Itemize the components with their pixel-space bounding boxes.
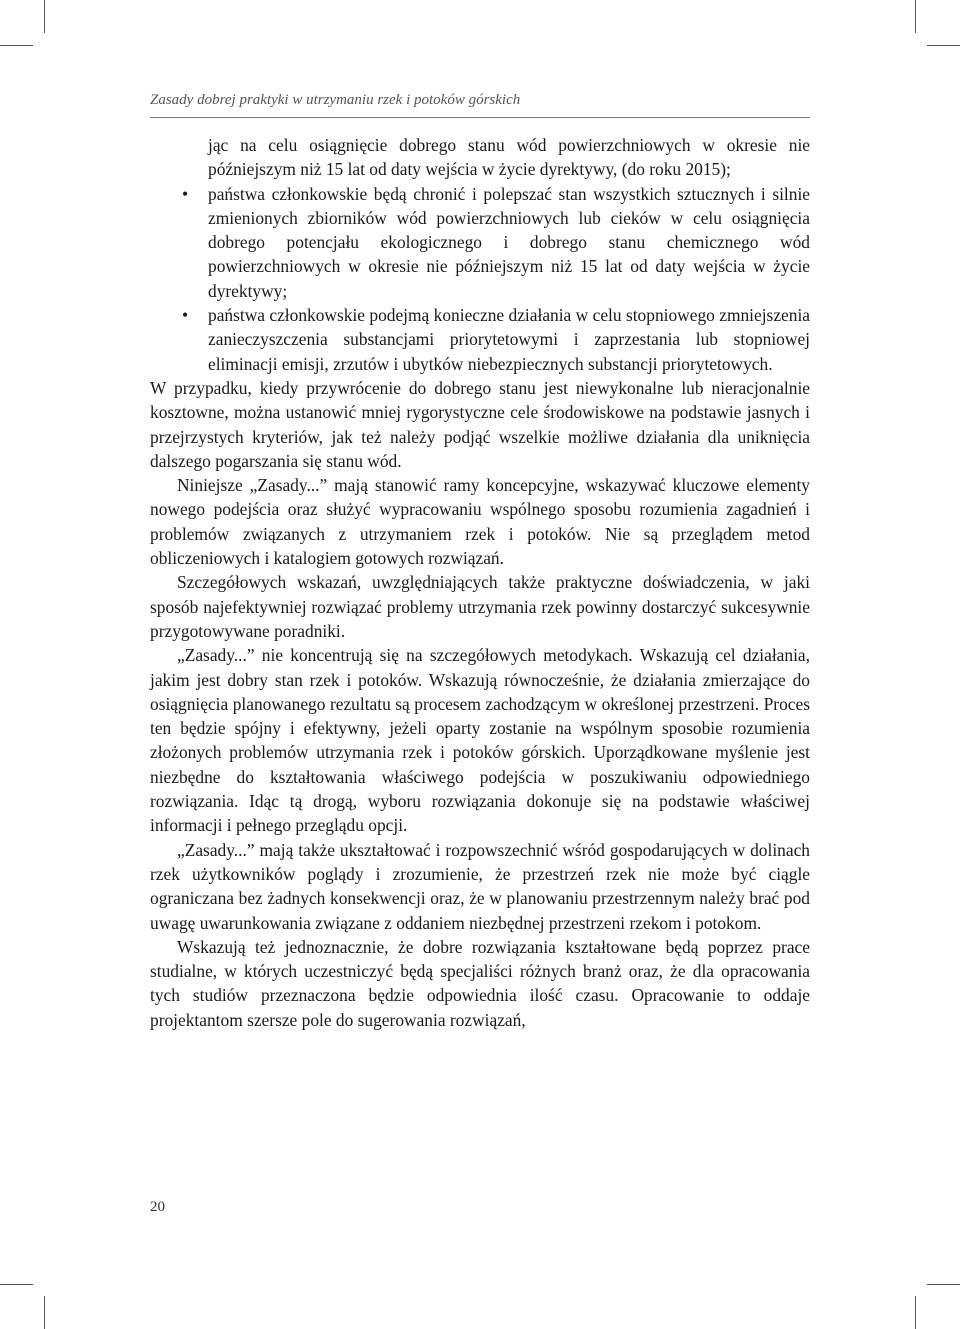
bullet-list: [150, 133, 810, 376]
body-paragraph: „Zasady...” nie koncentrują się na szczegółowych metodykach. Wskazują cel działania, jakim jest dobry stan rzek i potoków. Wskazują równocześnie, że działania zmierzające do osiągnięcia planowanego rezultatu są procesem zachodzącym w określonej przestrzeni. Proces ten będzie spójny i efektywny, jeżeli oparty zostanie na wspólnym sposobie rozumienia złożonych problemów utrzymania rzek i potoków górskich. Uporządkowane myślenie jest niezbędne do kształtowania właściwego podejścia w poszukiwaniu odpowiedniego rozwiązania. Idąc tą drogą, wyboru rozwiązania dokonuje się na podstawie właściwej informacji i pełnego przeglądu opcji.: [150, 645, 810, 836]
crop-mark: [915, 1296, 916, 1329]
list-item-text: państwa członkowskie będą chronić i polepszać stan wszystkich sztucznych i silnie zmienionych zbiorników wód powierzchniowych lub cieków w celu osiągnięcia dobrego potencjału ekologicznego i dobrego stanu chemicznego wód powierzchniowych w okresie nie późniejszym niż 15 lat od daty wejścia w życie dyrektywy;: [208, 183, 810, 301]
list-item: [150, 182, 810, 303]
crop-mark: [0, 45, 33, 46]
crop-mark: [0, 1284, 33, 1285]
header-rule: [150, 117, 810, 118]
page-number: 20: [150, 1199, 165, 1215]
crop-mark: [44, 0, 45, 33]
crop-mark: [915, 0, 916, 33]
crop-mark: [927, 45, 960, 46]
bullet-icon: •: [182, 183, 189, 204]
crop-mark: [927, 1284, 960, 1285]
list-item-text: jąc na celu osiągnięcie dobrego stanu wód powierzchniowych w okresie nie późniejszym niż 15 lat od daty wejścia w życie dyrektywy, (do roku 2015);: [208, 135, 810, 180]
crop-mark: [44, 1296, 45, 1329]
body-paragraph: Niniejsze „Zasady...” mają stanowić ramy koncepcyjne, wskazywać kluczowe elementy nowego podejścia oraz służyć wypracowaniu wspólnego sposobu rozumienia zagadnień i problemów związanych z utrzymaniem rzek i potoków. Nie są przeglądem metod obliczeniowych i katalogiem gotowych rozwiązań.: [150, 475, 810, 569]
body-paragraph: Wskazują też jednoznacznie, że dobre rozwiązania kształtowane będą poprzez prace studialne, w których uczestniczyć będą specjaliści różnych branż oraz, że dla opracowania tych studiów przeznaczona będzie odpowiednia ilość czasu. Opracowanie to oddaje projektantom szersze pole do sugerowania rozwiązań,: [150, 936, 810, 1030]
page-body: [150, 133, 810, 1032]
body-paragraph: Szczegółowych wskazań, uwzględniających także praktyczne doświadczenia, w jaki sposób najefektywniej rozwiązać problemy utrzymania rzek powinny dostarczyć sukcesywnie przygotowywane poradniki.: [150, 572, 810, 641]
list-item-continuation: [150, 133, 810, 182]
body-paragraph: W przypadku, kiedy przywrócenie do dobrego stanu jest niewykonalne lub nieracjonalnie kosztowne, można ustanowić mniej rygorystyczne cele środowiskowe na podstawie jasnych i przejrzystych kryteriów, jak też należy podjąć wszelkie możliwe działania dla uniknięcia dalszego pogarszania się stanu wód.: [150, 377, 810, 471]
bullet-icon: •: [182, 305, 189, 326]
body-paragraph: „Zasady...” mają także ukształtować i rozpowszechnić wśród gospodarujących w dolinach rzek użytkowników poglądy i zrozumienie, że przestrzeń rzek nie może być ciągle ograniczana bez żadnych konsekwencji oraz, że w planowaniu przestrzennym należy brać pod uwagę uwarunkowania związane z oddaniem niezbędnej przestrzeni rzekom i potokom.: [150, 839, 810, 933]
list-item-text: państwa członkowskie podejmą konieczne działania w celu stopniowego zmniejszenia zanieczyszczenia substancjami priorytetowymi i zaprzestania lub stopniowej eliminacji emisji, zrzutów i ubytków niebezpiecznych substancji priorytetowych.: [208, 305, 810, 374]
running-header: Zasady dobrej praktyki w utrzymaniu rzek i potoków górskich: [150, 92, 521, 108]
list-item: [150, 303, 810, 376]
